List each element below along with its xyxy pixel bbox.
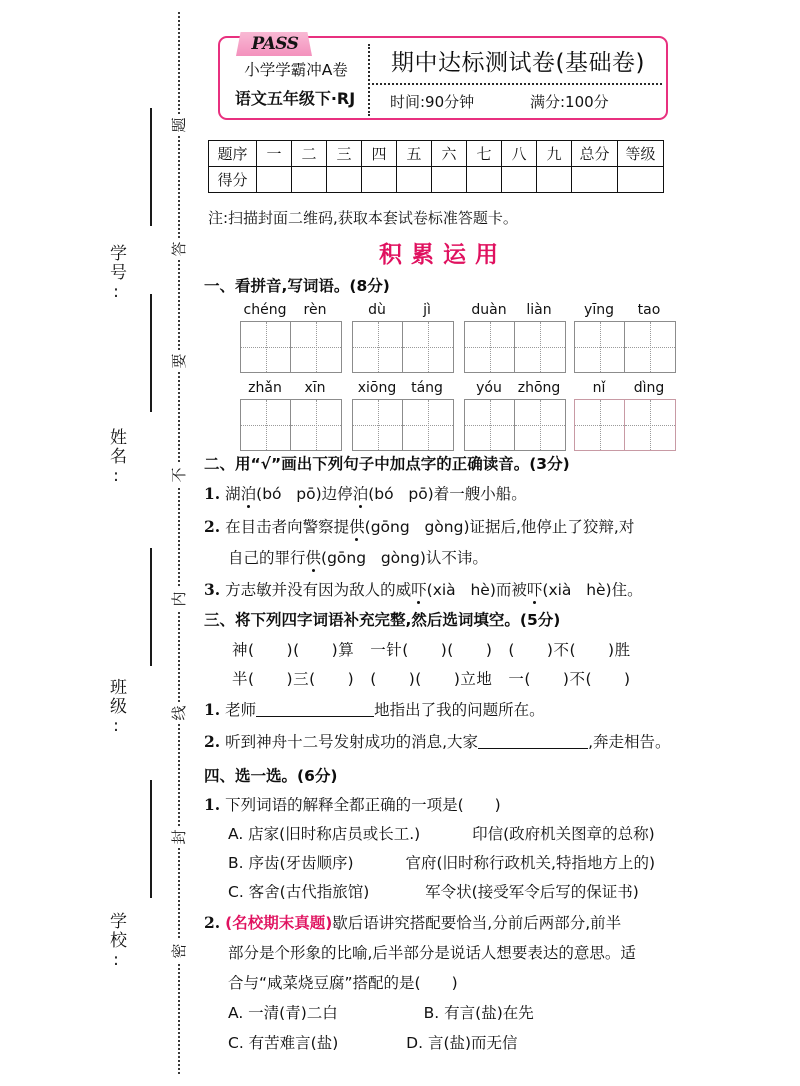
option-row-ab[interactable] (228, 1001, 534, 1023)
score-col-0: 一 (257, 141, 292, 167)
exam-total-marks: 满分:100分 (530, 93, 609, 111)
class-label: 班级: (106, 678, 126, 738)
student-name-rule (150, 294, 152, 412)
answer-grid-4[interactable] (240, 399, 342, 451)
school-label: 学校: (106, 912, 126, 972)
fill-blank-1 (204, 698, 545, 720)
score-cell-total[interactable] (572, 167, 618, 193)
seal-char-3: 不 (166, 464, 192, 486)
grid-cell[interactable] (625, 322, 675, 372)
pinyin-labels-6 (464, 380, 564, 396)
fill-before: 老师 (225, 701, 257, 719)
score-cell-5[interactable] (432, 167, 467, 193)
answer-grid-7[interactable] (574, 399, 676, 451)
pinyin-3-b: tao (637, 302, 661, 318)
grid-cell[interactable] (465, 400, 515, 450)
seal-dotted-line (178, 12, 180, 1074)
header-horizontal-divider (372, 83, 662, 85)
student-name-label: 姓名: (106, 428, 126, 488)
item-text: 自己的罪行供(gōng gòng)认不讳。 (228, 549, 488, 567)
pinyin-5-b: táng (411, 380, 443, 396)
series-name: 小学学霸冲A卷 (244, 61, 348, 79)
pinyin-labels-1 (352, 302, 452, 318)
option-row-cd[interactable] (228, 1031, 518, 1053)
option-b-right[interactable]: 官府(旧时称行政机关,特指地方上的) (405, 854, 655, 872)
student-id-rule (150, 108, 152, 226)
section4-item-2-line3[interactable]: 合与“咸菜烧豆腐”搭配的是( ) (228, 974, 458, 992)
seal-char-7: 密 (166, 940, 192, 962)
pinyin-labels-3 (574, 302, 674, 318)
item-number: 3. (204, 580, 221, 599)
answer-grid-0[interactable] (240, 321, 342, 373)
score-cell-1[interactable] (292, 167, 327, 193)
item-text: 在目击者向警察提供(gōng gòng)证据后,他停止了狡辩,对 (225, 518, 635, 536)
score-col-grade: 等级 (618, 141, 664, 167)
score-cell-3[interactable] (362, 167, 397, 193)
page-title: 期中达标测试卷(基础卷) (391, 50, 645, 76)
grid-cell[interactable] (575, 322, 625, 372)
subject-grade: 语文五年级下·RJ (234, 89, 356, 108)
pinyin-6-b: zhōng (517, 380, 561, 396)
pinyin-4-b: xīn (304, 380, 326, 396)
section-2-heading: 二、用“√”画出下列句子中加点字的正确读音。(3分) (204, 455, 570, 473)
answer-blank[interactable] (478, 734, 588, 749)
pinyin-labels-5 (352, 380, 452, 396)
score-row-label-0: 题序 (209, 141, 257, 167)
score-col-total: 总分 (572, 141, 618, 167)
exam-duration: 时间:90分钟 (390, 93, 475, 111)
grid-cell[interactable] (515, 400, 565, 450)
grid-cell[interactable] (403, 400, 453, 450)
answer-grid-3[interactable] (574, 321, 676, 373)
exam-source-tag: (名校期末真题) (225, 914, 333, 932)
section-4-heading: 四、选一选。(6分) (204, 767, 338, 785)
pinyin-1-b: jì (423, 302, 431, 318)
score-table-body (209, 141, 664, 193)
grid-cell[interactable] (575, 400, 625, 450)
pinyin-0-a: chéng (243, 302, 287, 318)
table-row-scores (209, 167, 664, 193)
seal-char-1: 答 (166, 238, 192, 260)
section4-item-2-line2: 部分是个形象的比喻,后半部分是说话人想要表达的意思。适 (228, 944, 636, 962)
section2-item-2-line1 (204, 515, 634, 537)
grid-cell[interactable] (625, 400, 675, 450)
score-col-1: 二 (292, 141, 327, 167)
option-a-left[interactable]: A. 店家(旧时称店员或长工.) (228, 825, 421, 843)
pass-brand-logo: PASS (251, 34, 299, 54)
pinyin-0-b: rèn (303, 302, 327, 318)
score-table (208, 140, 664, 193)
unit-title: 积累运用 (379, 242, 507, 268)
paper-header-box (218, 36, 668, 120)
score-cell-6[interactable] (467, 167, 502, 193)
pinyin-2-a: duàn (471, 302, 507, 318)
pinyin-4-a: zhǎn (248, 380, 282, 396)
fill-blank-2 (204, 730, 671, 752)
student-id-label: 学号: (106, 244, 126, 304)
answer-grid-2[interactable] (464, 321, 566, 373)
pinyin-6-a: yóu (476, 380, 502, 396)
score-cell-0[interactable] (257, 167, 292, 193)
seal-char-6: 封 (166, 826, 192, 848)
seal-char-2: 要 (166, 350, 192, 372)
score-col-2: 三 (327, 141, 362, 167)
grid-cell[interactable] (241, 322, 291, 372)
answer-grid-6[interactable] (464, 399, 566, 451)
option-c-left[interactable]: C. 客舍(古代指旅馆) (228, 883, 370, 901)
item-number: 2. (204, 913, 221, 932)
grid-cell[interactable] (515, 322, 565, 372)
grid-cell[interactable] (353, 322, 403, 372)
header-meta (372, 88, 664, 116)
qr-code-note: 注:扫描封面二维码,获取本套试卷标准答题卡。 (208, 209, 518, 227)
option-a[interactable]: A. 一清(青)二白 (228, 1004, 338, 1022)
item-number: 2. (204, 517, 221, 536)
option-a-row1[interactable] (228, 822, 655, 844)
pinyin-1-a: dù (368, 302, 386, 318)
pinyin-5-a: xiōng (357, 380, 397, 396)
pinyin-7-b: dìng (633, 380, 665, 396)
fill-after: 地指出了我的问题所在。 (374, 701, 545, 719)
answer-grid-1[interactable] (352, 321, 454, 373)
score-col-6: 七 (467, 141, 502, 167)
score-cell-7[interactable] (502, 167, 537, 193)
table-row-headers (209, 141, 664, 167)
section4-item-1-stem (204, 793, 501, 815)
grid-cell[interactable] (291, 400, 341, 450)
grid-cell[interactable] (241, 400, 291, 450)
score-col-7: 八 (502, 141, 537, 167)
score-cell-8[interactable] (537, 167, 572, 193)
pinyin-3-a: yīng (584, 302, 614, 318)
fill-before: 听到神舟十二号发射成功的消息,大家 (225, 733, 479, 751)
option-c-right[interactable]: 军令状(接受军令后写的保证书) (425, 883, 639, 901)
grid-cell[interactable] (465, 322, 515, 372)
grid-cell[interactable] (291, 322, 341, 372)
item-number: 2. (204, 732, 221, 751)
section-3-heading: 三、将下列四字词语补充完整,然后选词填空。(5分) (204, 611, 561, 629)
answer-blank[interactable] (256, 702, 374, 717)
option-a-right[interactable]: 印信(政府机关图章的总称) (472, 825, 655, 843)
option-b-left[interactable]: B. 序齿(牙齿顺序) (228, 854, 354, 872)
option-d[interactable]: D. 言(盐)而无信 (406, 1034, 518, 1052)
pinyin-labels-2 (464, 302, 564, 318)
pinyin-labels-7 (574, 380, 674, 396)
score-col-3: 四 (362, 141, 397, 167)
school-rule (150, 780, 152, 898)
score-col-4: 五 (397, 141, 432, 167)
grid-cell[interactable] (403, 322, 453, 372)
score-col-8: 九 (537, 141, 572, 167)
score-cell-4[interactable] (397, 167, 432, 193)
seal-char-4: 内 (166, 588, 192, 610)
option-b-row1[interactable] (228, 851, 655, 873)
pinyin-2-b: liàn (526, 302, 552, 318)
fill-after: ,奔走相告。 (588, 733, 671, 751)
item-text: 方志敏并没有因为敌人的威吓(xià hè)而被吓(xià hè)住。 (225, 581, 643, 599)
item-number: 1. (204, 700, 221, 719)
pinyin-labels-0 (240, 302, 340, 318)
option-c[interactable]: C. 有苦难言(盐) (228, 1034, 339, 1052)
grid-cell[interactable] (353, 400, 403, 450)
seal-char-0: 题 (166, 114, 192, 136)
class-rule (150, 548, 152, 666)
idiom-row-0[interactable]: 神( )( )算 一针( )( ) ( )不( )胜 (232, 641, 631, 659)
option-b[interactable]: B. 有言(盐)在先 (423, 1004, 534, 1022)
score-cell-2[interactable] (327, 167, 362, 193)
item-number: 1. (204, 795, 221, 814)
score-row-label-1: 得分 (209, 167, 257, 193)
pinyin-labels-4 (240, 380, 340, 396)
stem-line-1: 歇后语讲究搭配要恰当,分前后两部分,前半 (332, 914, 622, 932)
seal-char-5: 线 (166, 702, 192, 724)
item-text: 湖泊(bó pō)边停泊(bó pō)着一艘小船。 (225, 485, 527, 503)
answer-grid-5[interactable] (352, 399, 454, 451)
sealing-margin (0, 0, 196, 1086)
idiom-row-1[interactable]: 半( )三( ) ( )( )立地 一( )不( ) (232, 670, 631, 688)
score-cell-grade[interactable] (618, 167, 664, 193)
option-c-row1[interactable] (228, 880, 639, 902)
section4-item-2-line1 (204, 911, 621, 933)
header-vertical-divider (368, 44, 370, 116)
stem-text[interactable]: 下列词语的解释全都正确的一项是( ) (225, 796, 501, 814)
pinyin-7-a: nǐ (592, 380, 606, 396)
item-number: 1. (204, 484, 221, 503)
section2-item-1 (204, 482, 527, 504)
score-col-5: 六 (432, 141, 467, 167)
section2-item-3 (204, 578, 643, 600)
section2-item-2-line2 (228, 546, 488, 568)
section-1-heading: 一、看拼音,写词语。(8分) (204, 277, 390, 295)
